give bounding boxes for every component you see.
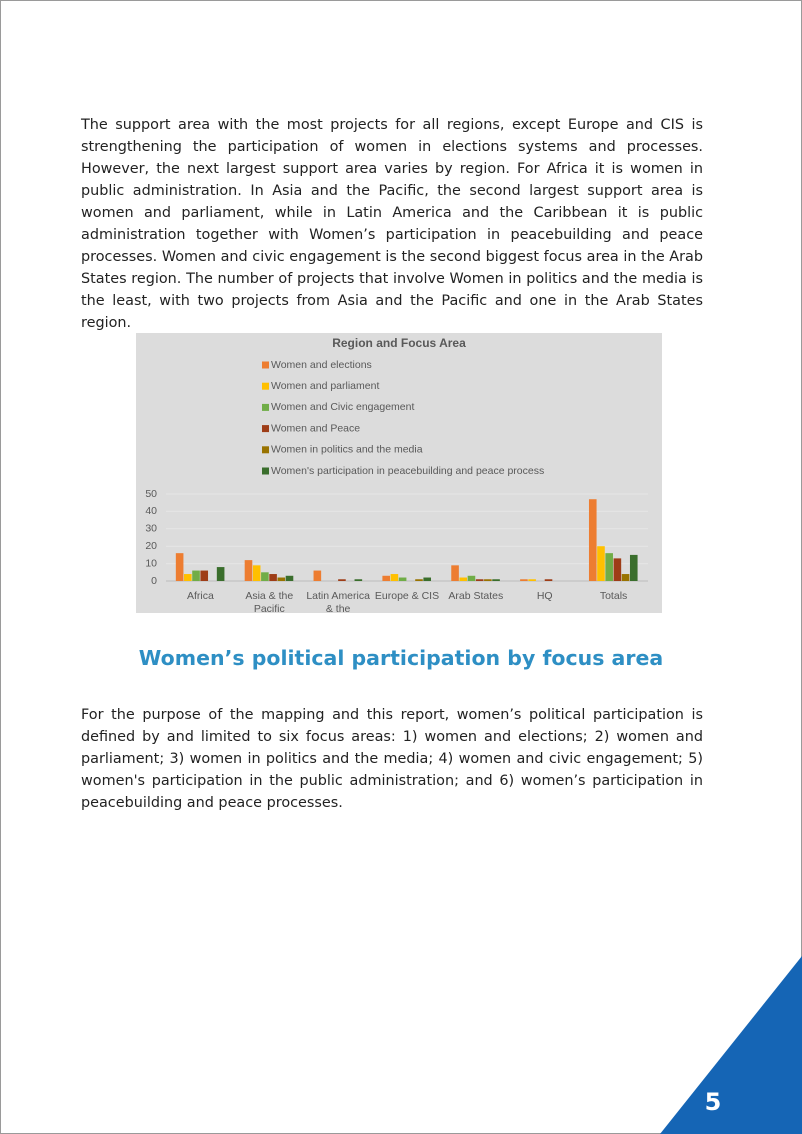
- legend-label: Women and parliament: [271, 379, 380, 392]
- bar: [476, 579, 484, 581]
- bar: [468, 576, 476, 581]
- bar: [176, 553, 184, 581]
- legend-label: Women in politics and the media: [271, 443, 423, 456]
- bar: [253, 565, 261, 581]
- legend-swatch: [262, 362, 269, 369]
- legend-label: Women and elections: [271, 358, 372, 371]
- legend-label: Women and Peace: [271, 422, 361, 435]
- bar: [391, 574, 399, 581]
- bar: [589, 499, 597, 581]
- x-tick-label: Arab States: [448, 589, 504, 602]
- bar: [528, 579, 536, 581]
- legend-label: Women's participation in peacebuilding and peace process: [271, 464, 545, 477]
- bar: [269, 574, 277, 581]
- legend-swatch: [262, 425, 269, 432]
- x-tick-label: & the: [325, 602, 351, 613]
- legend-label: Women and Civic engagement: [271, 401, 415, 414]
- bar: [355, 579, 363, 581]
- bar: [286, 576, 294, 581]
- body-paragraph-2: For the purpose of the mapping and this report, women’s political participation is defined by and limited to six focus areas: 1) women and elections; 2) women and parliament; 3) women in politics and the media; 4) women and civic engagement; 5) women's participation in the public administration; and 6) women’s participation in peacebuilding and peace processes.: [81, 707, 703, 811]
- page-number: 5: [704, 1088, 722, 1116]
- bar: [184, 574, 192, 581]
- y-tick-label: 30: [145, 522, 157, 535]
- legend-swatch: [262, 383, 269, 390]
- bar: [192, 571, 200, 581]
- bar: [423, 578, 431, 581]
- bar: [245, 560, 253, 581]
- legend-swatch: [262, 468, 269, 475]
- bar: [545, 579, 553, 581]
- bar: [415, 579, 423, 581]
- bar: [597, 546, 605, 581]
- y-tick-label: 50: [145, 487, 157, 500]
- bar: [217, 567, 225, 581]
- bar: [399, 578, 407, 581]
- bar: [614, 558, 622, 581]
- legend-swatch: [262, 404, 269, 411]
- bar: [200, 571, 208, 581]
- bar: [622, 574, 630, 581]
- x-tick-label: Totals: [599, 589, 628, 602]
- y-tick-label: 10: [145, 557, 157, 570]
- bar: [451, 565, 459, 581]
- bar: [520, 579, 528, 581]
- bar: [314, 571, 322, 581]
- x-tick-label: Asia & the: [245, 589, 294, 602]
- legend-swatch: [262, 446, 269, 453]
- section-heading: Women’s political participation by focus area: [138, 646, 664, 670]
- body-paragraph-1: The support area with the most projects for all regions, except Europe and CIS is strengthening the participation of women in elections systems and processes. However, the next largest support area varies by region. For Africa it is women in public administration. In Asia and the Pacific, the second largest support area is women and parliament, while in Latin America and the Caribbean it is public administration together with Women’s participation in peacebuilding and peace processes. Women and civic engagement is the second biggest focus area in the Arab States region. The number of projects that involve Women in politics and the media is the least, with two projects from Asia and the Pacific and one in the Arab States region.: [81, 117, 703, 331]
- region-focus-chart: [136, 333, 662, 613]
- chart-svg: [136, 333, 662, 613]
- bar: [277, 578, 285, 581]
- y-tick-label: 0: [151, 574, 157, 587]
- x-tick-label: Pacific: [253, 602, 285, 613]
- y-tick-label: 20: [145, 539, 157, 552]
- y-tick-label: 40: [145, 505, 157, 518]
- bar: [261, 572, 269, 581]
- x-tick-label: HQ: [536, 589, 553, 602]
- bar: [605, 553, 613, 581]
- bar: [459, 578, 467, 581]
- x-tick-label: Africa: [187, 589, 214, 602]
- bar: [630, 555, 638, 581]
- bar: [382, 576, 390, 581]
- bar: [338, 579, 346, 581]
- x-tick-label: Europe & CIS: [374, 589, 440, 602]
- chart-title: Region and Focus Area: [332, 336, 466, 351]
- x-tick-label: Latin America: [306, 589, 370, 602]
- bar: [492, 579, 500, 581]
- bar: [484, 579, 492, 581]
